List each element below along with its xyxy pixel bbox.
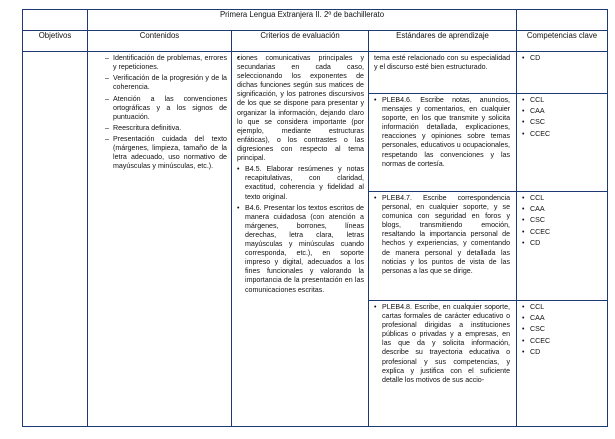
table-title: Primera Lengua Extranjera II. 2º de bachillerato [88,10,517,31]
criterios-cell [232,52,369,427]
list-item: • CCEC [522,130,603,139]
list-item: • CCEC [522,337,603,346]
objetivos-cell [23,52,88,427]
header-estandares: Estándares de aprendizaje [369,31,517,52]
list-item: • CCEC [522,228,603,237]
list-item: • PLEB4.7. Escribe correspondencia personal, en cualquier soporte, y se comunica con seguridad en foros y blogs, transmitiendo emoción, resaltando la importancia personal de hechos y experiencias, y comentando de manera personal y detallada las noticias y los puntos de vista de las personas a las que se dirige. [374,194,510,276]
list-item: • PLEB4.6. Escribe notas, anuncios, mensajes y comentarios, en cualquier soporte, en los que transmite y solicita información detallada, explicaciones, reacciones y opiniones sobre temas personales, educativos u ocupacionales, respetando las convenciones y las normas de cortesía. [374,96,510,169]
criterio-continuation: • ciones comunicativas principales y secundarias en cada caso, seleccionando los exponentes de dichas funciones según sus matices de significación, y los patrones discursivos de los que se dispone para presentar y organizar la información, dejando claro lo que se considera importante (por ejemplo, mediante estructuras enfáticas), o los contrastes o las digresiones con respecto al tema principal. [237,54,364,163]
competencias-cell [517,94,608,192]
list-item: • CD [522,239,603,248]
competencias-list [522,54,603,63]
list-item: • B4.5. Elaborar resúmenes y notas recapitulativas, con claridad, exactitud, coherencia y fidelidad al texto original. [237,165,364,201]
competencias-cell [517,301,608,427]
list-item: • CSC [522,118,603,127]
list-item: – Reescritura definitiva. [105,124,227,133]
estandar-list [374,303,510,385]
estandar-cell [369,52,517,94]
table-header-row [23,31,608,52]
list-item: • CD [522,348,603,357]
header-criterios: Criterios de evaluación [232,31,369,52]
competencias-cell [517,192,608,301]
contenidos-cell [88,52,232,427]
header-competencias: Competencias clave [517,31,608,52]
estandar-continuation: tema esté relacionado con su especialidad y el discurso esté bien estructurado. [374,54,511,72]
competencias-list [522,96,603,139]
estandar-cell [369,192,517,301]
list-item: • PLEB4.8. Escribe, en cualquier soporte, cartas formales de carácter educativo o profesional dirigidas a instituciones públicas o privadas y a empresas, en las que da y solicita información, describe su trayectoria educativa o profesional y sus competencias, y explica y justifica con el suficiente detalle los motivos de sus accio- [374,303,510,385]
list-item: • CAA [522,205,603,214]
estandar-cell [369,94,517,192]
title-blank-cell-right [517,10,608,31]
estandar-list [374,96,510,169]
list-item: – Identificación de problemas, errores y repeticiones. [105,54,227,72]
list-item: • CSC [522,216,603,225]
header-contenidos: Contenidos [88,31,232,52]
list-item: • CCL [522,194,603,203]
competencias-list [522,303,603,357]
list-item: • CSC [522,325,603,334]
list-item: • CAA [522,314,603,323]
list-item: – Atención a las convenciones ortográficas y a los signos de puntuación. [105,95,227,122]
header-objetivos: Objetivos [23,31,88,52]
estandar-cell [369,301,517,427]
criterios-list [237,54,364,295]
list-item: • CCL [522,303,603,312]
list-item: • B4.6. Presentar los textos escritos de manera cuidadosa (con atención a márgenes, borrones, líneas derechas, letra clara, letras mayúsculas y minúsculas cuando corresponda, etc.), en soporte impreso y digital, adecuados a los fines funcionales y valorando la importancia de la presentación en las comunicaciones escritas. [237,204,364,295]
list-item: – Verificación de la progresión y de la coherencia. [105,74,227,92]
list-item: – Presentación cuidada del texto (márgenes, limpieza, tamaño de la letra adecuado, uso normativo de mayúsculas y minúsculas, etc.). [105,135,227,171]
list-item: • CD [522,54,603,63]
list-item: • CCL [522,96,603,105]
curriculum-table [22,9,608,427]
estandar-list [374,194,510,276]
competencias-list [522,194,603,248]
table-row [23,52,608,94]
title-blank-cell [23,10,88,31]
list-item: • CAA [522,107,603,116]
competencias-cell [517,52,608,94]
contenidos-list [105,54,227,172]
table-title-row [23,10,608,31]
